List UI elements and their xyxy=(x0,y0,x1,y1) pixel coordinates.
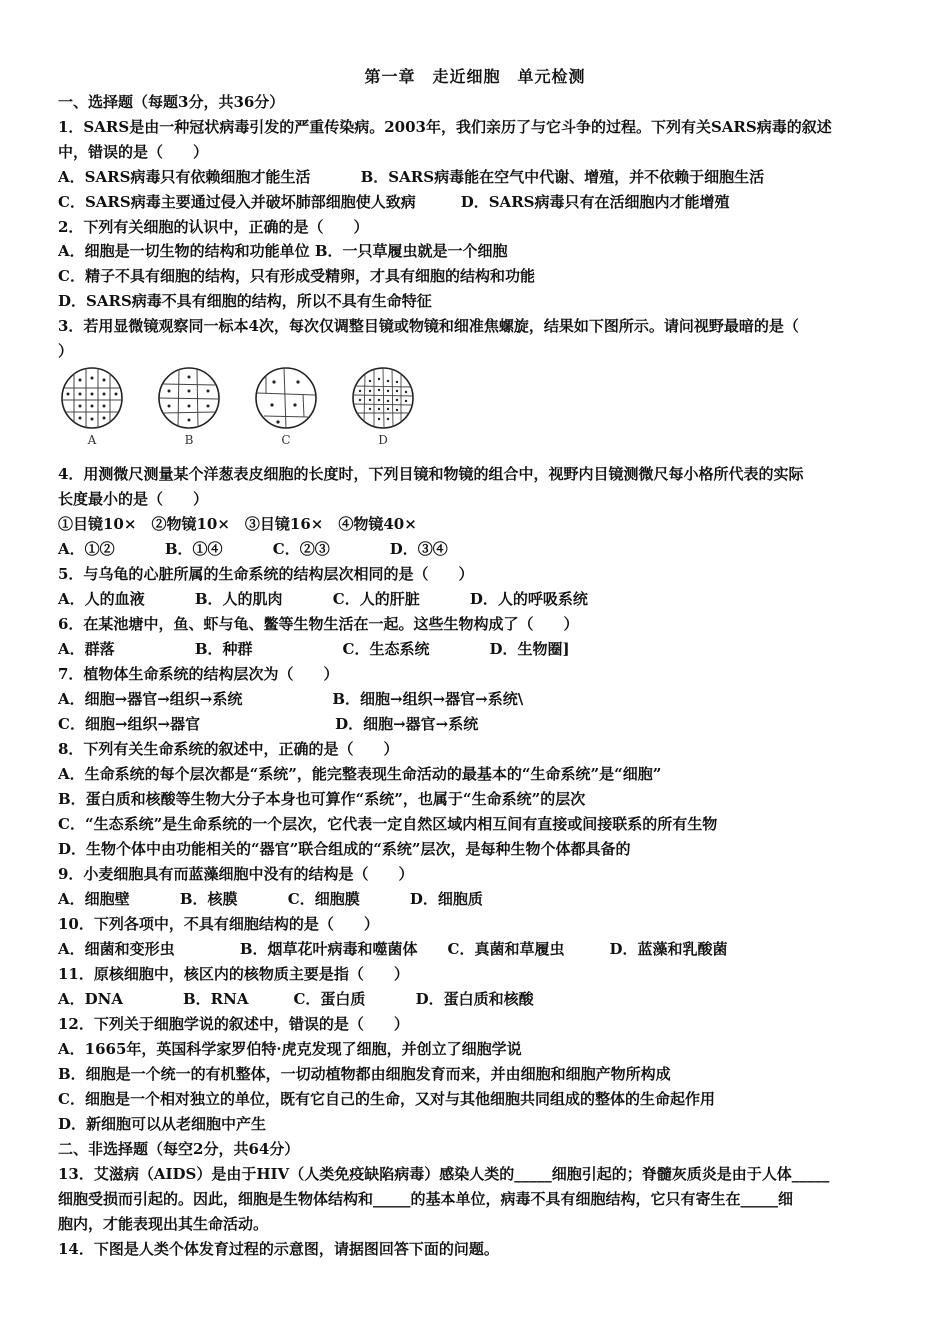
answer-options: D．SARS病毒不具有细胞的结构，所以不具有生命特征 xyxy=(58,292,432,310)
question-text: 长度最小的是（ ） xyxy=(58,490,209,508)
answer-options: C．细胞是一个相对独立的单位，既有它自己的生命，又对与其他细胞共同组成的整体的生命起作用 xyxy=(58,1090,715,1108)
answer-options: A．群落 B．种群 C．生态系统 D．生物圈] xyxy=(58,640,570,658)
question-text: 10．下列各项中，不具有细胞结构的是（ ） xyxy=(58,915,379,933)
answer-options: D．新细胞可以从老细胞中产生 xyxy=(58,1115,267,1133)
question-text: 8．下列有关生命系统的叙述中，正确的是（ ） xyxy=(58,740,399,758)
section-heading: 一、选择题（每题3分，共36分） xyxy=(58,93,285,111)
answer-options: ①目镜10× ②物镜10× ③目镜16× ④物镜40× xyxy=(58,515,417,533)
answer-options: C．细胞→组织→器官 D．细胞→器官→系统 xyxy=(58,715,479,733)
answer-options: D．生物个体中由功能相关的“器官”联合组成的“系统”层次，是每种生物个体都具备的 xyxy=(58,840,631,858)
question-text: 11．原核细胞中，核区内的核物质主要是指（ ） xyxy=(58,965,409,983)
question-text: 13．艾滋病（AIDS）是由于HIV（人类免疫缺陷病毒）感染人类的_____细胞引起的；脊髓灰质炎是由于人体_____ xyxy=(58,1165,830,1183)
field-a xyxy=(62,368,122,428)
figure-label-a: A xyxy=(87,433,97,447)
answer-options: A．①② B．①④ C．②③ D．③④ xyxy=(58,540,448,558)
figure-label-c: C xyxy=(281,433,291,447)
field-d xyxy=(353,368,413,428)
question-text: 中，错误的是（ ） xyxy=(58,143,209,161)
question-text: 细胞受损而引起的。因此，细胞是生物体结构和_____的基本单位，病毒不具有细胞结构，它只有寄生在_____细 xyxy=(58,1190,794,1208)
question-text: 1．SARS是由一种冠状病毒引发的严重传染病。2003年，我们亲历了与它斗争的过程。下列有关SARS病毒的叙述 xyxy=(58,118,832,136)
question-text: 12．下列关于细胞学说的叙述中，错误的是（ ） xyxy=(58,1015,409,1033)
question-text: 4．用测微尺测量某个洋葱表皮细胞的长度时，下列目镜和物镜的组合中，视野内目镜测微尺每小格所代表的实际 xyxy=(58,465,804,483)
answer-options: A．SARS病毒只有依赖细胞才能生活 B．SARS病毒能在空气中代谢、增殖，并不依赖于细胞生活 xyxy=(58,168,765,186)
answer-options: A．生命系统的每个层次都是“系统”，能完整表现生命活动的最基本的“生命系统”是“细胞” xyxy=(58,765,662,783)
answer-options: A．细菌和变形虫 B．烟草花叶病毒和噬菌体 C．真菌和草履虫 D．蓝藻和乳酸菌 xyxy=(58,940,728,958)
answer-options: A．细胞→器官→组织→系统 B．细胞→组织→器官→系统\ xyxy=(58,690,524,708)
figure-label-d: D xyxy=(378,433,388,447)
microscope-fields-figure xyxy=(58,364,458,448)
section-heading: 二、非选择题（每空2分，共64分） xyxy=(58,1140,300,1158)
question-text: 胞内，才能表现出其生命活动。 xyxy=(58,1215,269,1233)
answer-options: A．1665年，英国科学家罗伯特·虎克发现了细胞，并创立了细胞学说 xyxy=(58,1040,522,1058)
question-text: 3．若用显微镜观察同一标本4次，每次仅调整目镜或物镜和细准焦螺旋，结果如下图所示。请问视野最暗的是（ xyxy=(58,317,799,335)
figure-label-b: B xyxy=(184,433,194,447)
answer-options: A．细胞是一切生物的结构和功能单位 B．一只草履虫就是一个细胞 xyxy=(58,242,508,260)
question-text: 7．植物体生命系统的结构层次为（ ） xyxy=(58,665,339,683)
answer-options: A．DNA B．RNA C．蛋白质 D．蛋白质和核酸 xyxy=(58,990,534,1008)
question-text: 5．与乌龟的心脏所属的生命系统的结构层次相同的是（ ） xyxy=(58,565,474,583)
page-title: 第一章 走近细胞 单元检测 xyxy=(364,67,586,86)
field-b xyxy=(159,368,219,428)
question-text: ） xyxy=(58,342,74,360)
question-text: 2．下列有关细胞的认识中，正确的是（ ） xyxy=(58,218,369,236)
answer-options: C．“生态系统”是生命系统的一个层次，它代表一定自然区域内相互间有直接或间接联系的所有生物 xyxy=(58,815,718,833)
field-c xyxy=(256,368,316,428)
answer-options: B．细胞是一个统一的有机整体，一切动植物都由细胞发育而来，并由细胞和细胞产物所构成 xyxy=(58,1065,671,1083)
answer-options: A．人的血液 B．人的肌肉 C．人的肝脏 D．人的呼吸系统 xyxy=(58,590,588,608)
question-text: 9．小麦细胞具有而蓝藻细胞中没有的结构是（ ） xyxy=(58,865,414,883)
question-text: 14．下图是人类个体发育过程的示意图，请据图回答下面的问题。 xyxy=(58,1240,499,1258)
answer-options: A．细胞壁 B．核膜 C．细胞膜 D．细胞质 xyxy=(58,890,483,908)
answer-options: C．精子不具有细胞的结构，只有形成受精卵，才具有细胞的结构和功能 xyxy=(58,267,535,285)
answer-options: C．SARS病毒主要通过侵入并破坏肺部细胞使人致病 D．SARS病毒只有在活细胞内才能增殖 xyxy=(58,193,730,211)
answer-options: B．蛋白质和核酸等生物大分子本身也可算作“系统”，也属于“生命系统”的层次 xyxy=(58,790,586,808)
question-text: 6．在某池塘中，鱼、虾与龟、鳖等生物生活在一起。这些生物构成了（ ） xyxy=(58,615,579,633)
